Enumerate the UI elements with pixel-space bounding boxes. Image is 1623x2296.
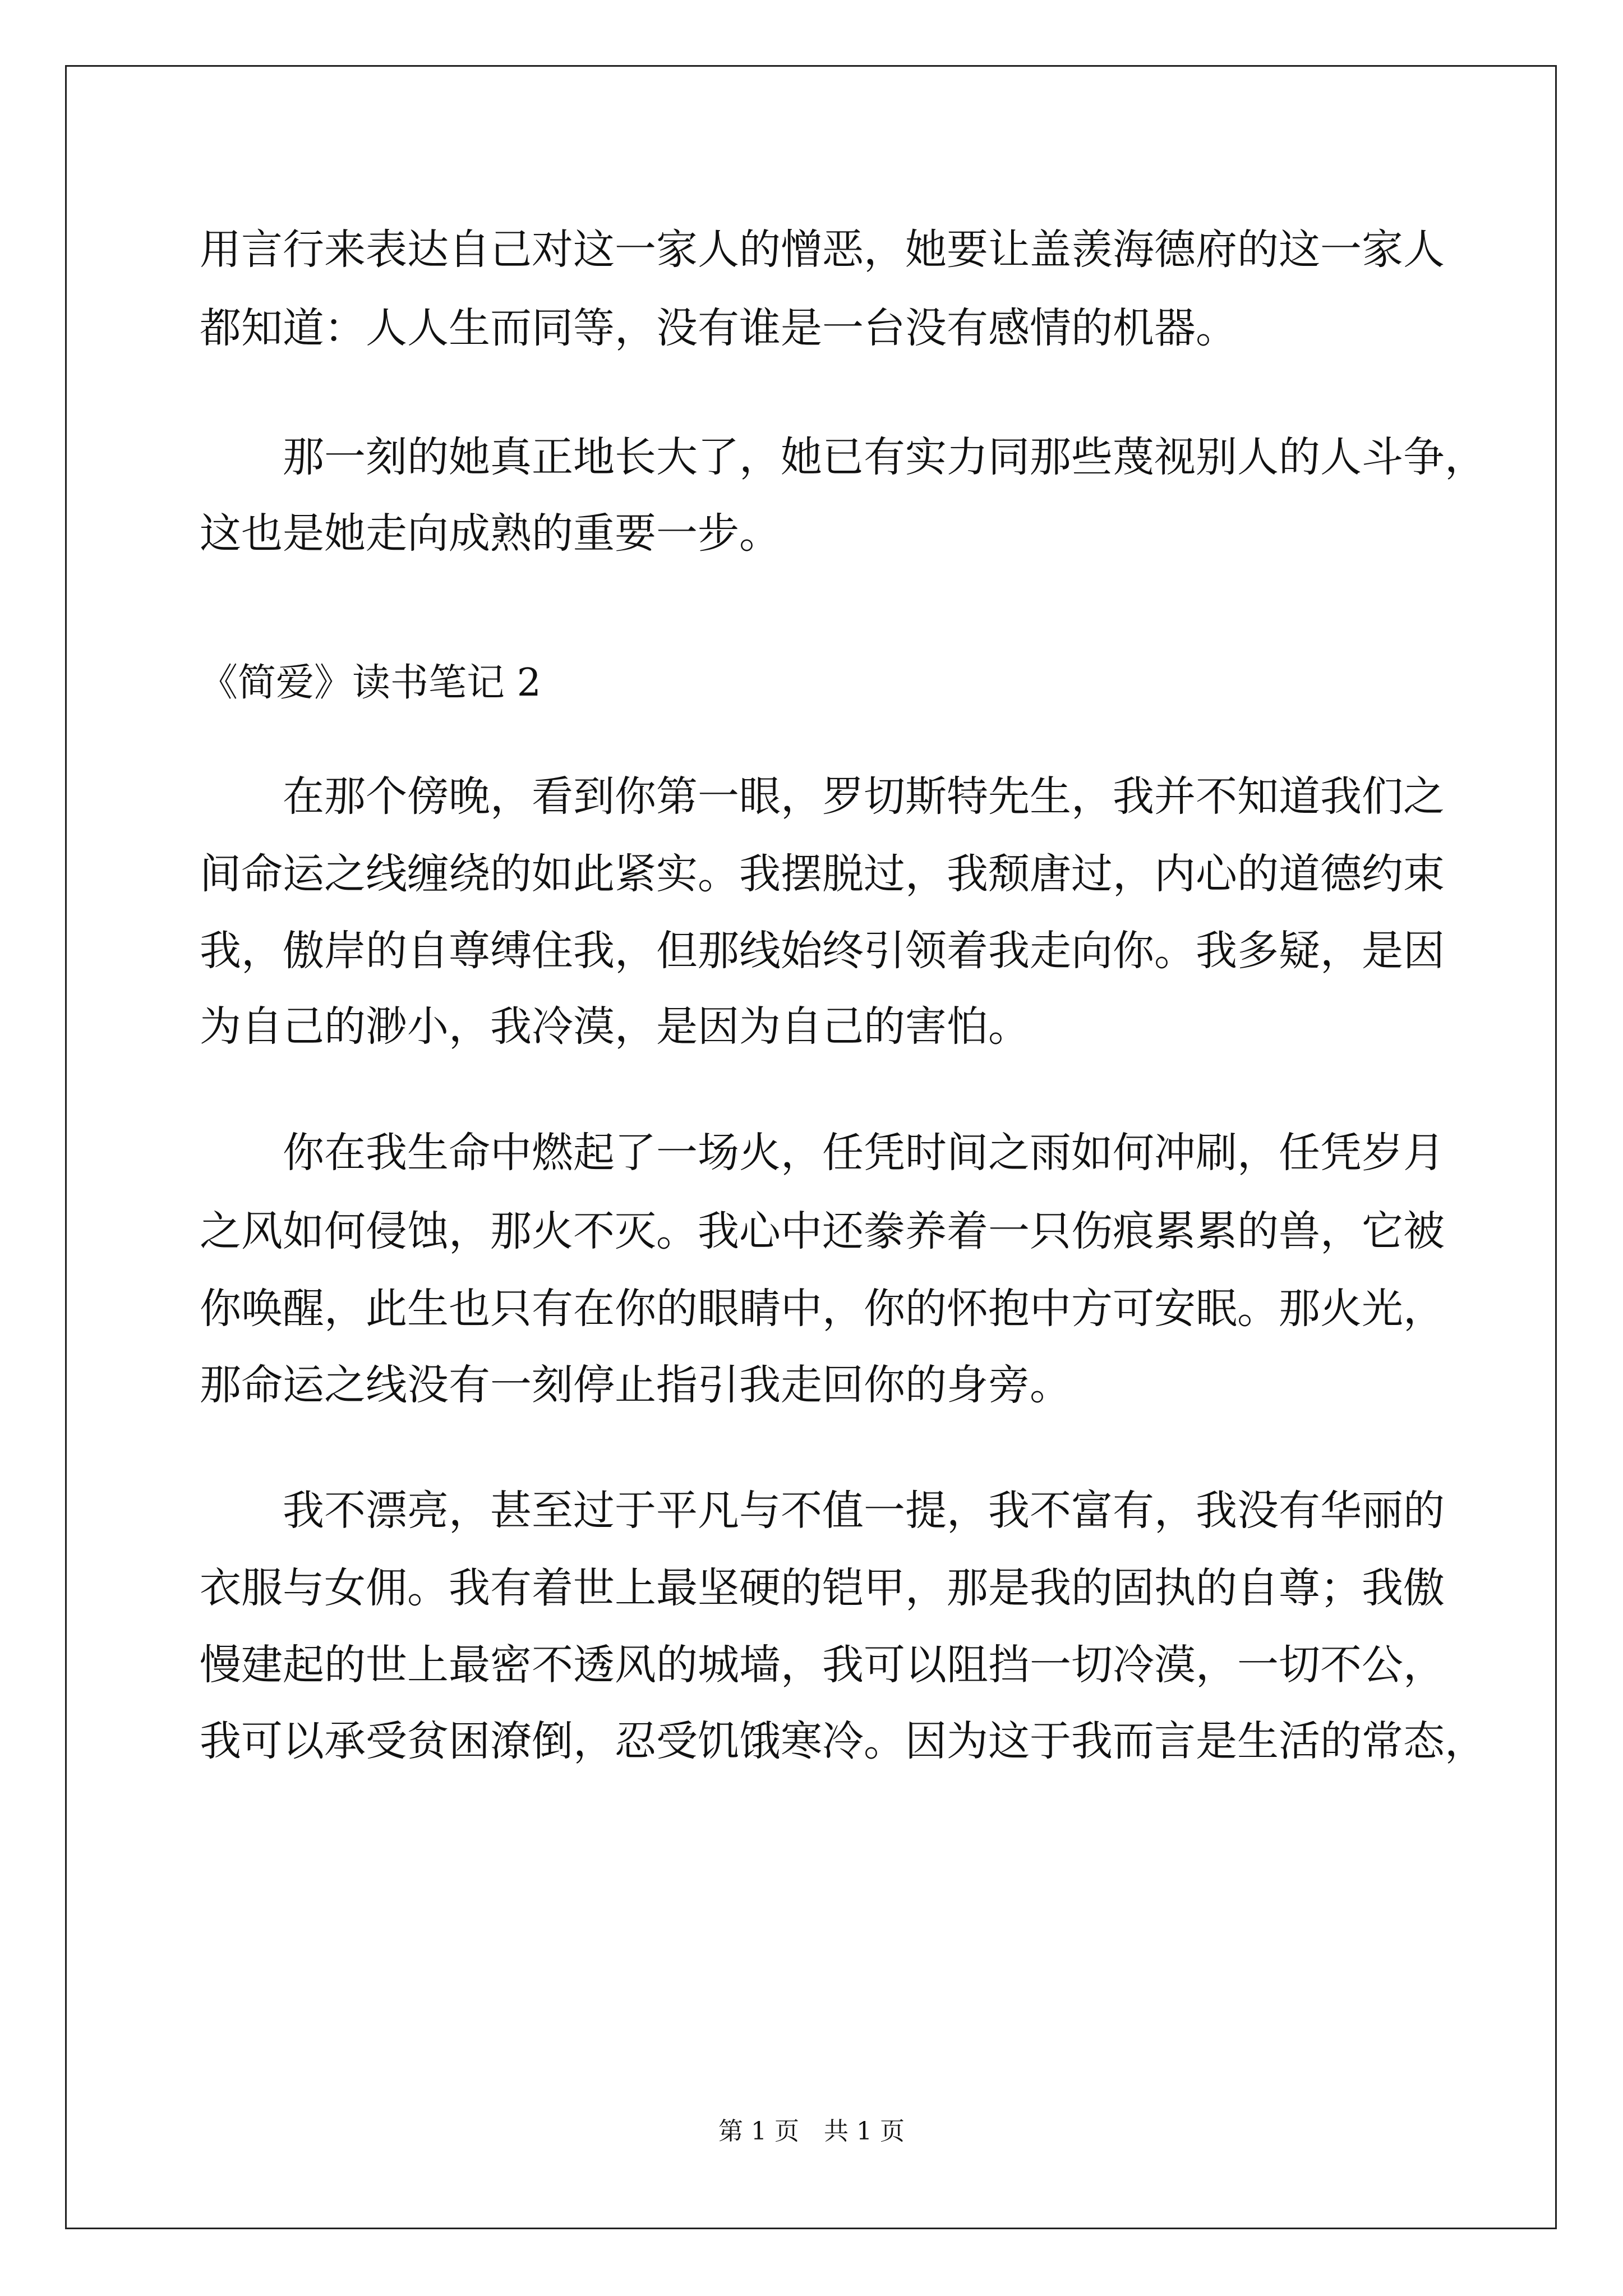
section-heading: 《简爱》读书笔记 2 xyxy=(200,661,541,705)
text-line: 慢建起的世上最密不透风的城墙，我可以阻挡一切冷漠，一切不公， xyxy=(200,1641,1445,1689)
text-line: 你唤醒，此生也只有在你的眼睛中，你的怀抱中方可安眠。那火光， xyxy=(200,1285,1445,1333)
paragraph-start-line: 你在我生命中燃起了一场火，任凭时间之雨如何冲刷，任凭岁月 xyxy=(283,1129,1445,1177)
text-line: 衣服与女佣。我有着世上最坚硬的铠甲，那是我的固执的自尊；我傲 xyxy=(200,1564,1445,1612)
paragraph-start-line: 我不漂亮，甚至过于平凡与不值一提，我不富有，我没有华丽的 xyxy=(283,1487,1445,1535)
text-line: 我可以承受贫困潦倒，忍受饥饿寒冷。因为这于我而言是生活的常态， xyxy=(200,1717,1486,1765)
paragraph-start-line: 在那个傍晚，看到你第一眼，罗切斯特先生，我并不知道我们之 xyxy=(283,772,1445,821)
text-line: 之风如何侵蚀，那火不灭。我心中还豢养着一只伤痕累累的兽，它被 xyxy=(200,1207,1445,1255)
text-line: 为自己的渺小，我冷漠，是因为自己的害怕。 xyxy=(200,1002,1030,1051)
paragraph-start-line: 那一刻的她真正地长大了，她已有实力同那些蔑视别人的人斗争， xyxy=(283,433,1486,481)
text-line: 我，傲岸的自尊缚住我，但那线始终引领着我走向你。我多疑，是因 xyxy=(200,927,1445,975)
text-line: 都知道：人人生而同等，没有谁是一台没有感情的机器。 xyxy=(200,304,1237,352)
text-line: 间命运之线缠绕的如此紧实。我摆脱过，我颓唐过，内心的道德约束 xyxy=(200,850,1445,898)
text-line: 用言行来表达自己对这一家人的憎恶，她要让盖羡海德府的这一家人 xyxy=(200,226,1445,274)
text-line: 那命运之线没有一刻停止指引我走回你的身旁。 xyxy=(200,1361,1071,1409)
page-number-footer: 第 1 页 共 1 页 xyxy=(718,2117,905,2146)
text-line: 这也是她走向成熟的重要一步。 xyxy=(200,509,781,558)
